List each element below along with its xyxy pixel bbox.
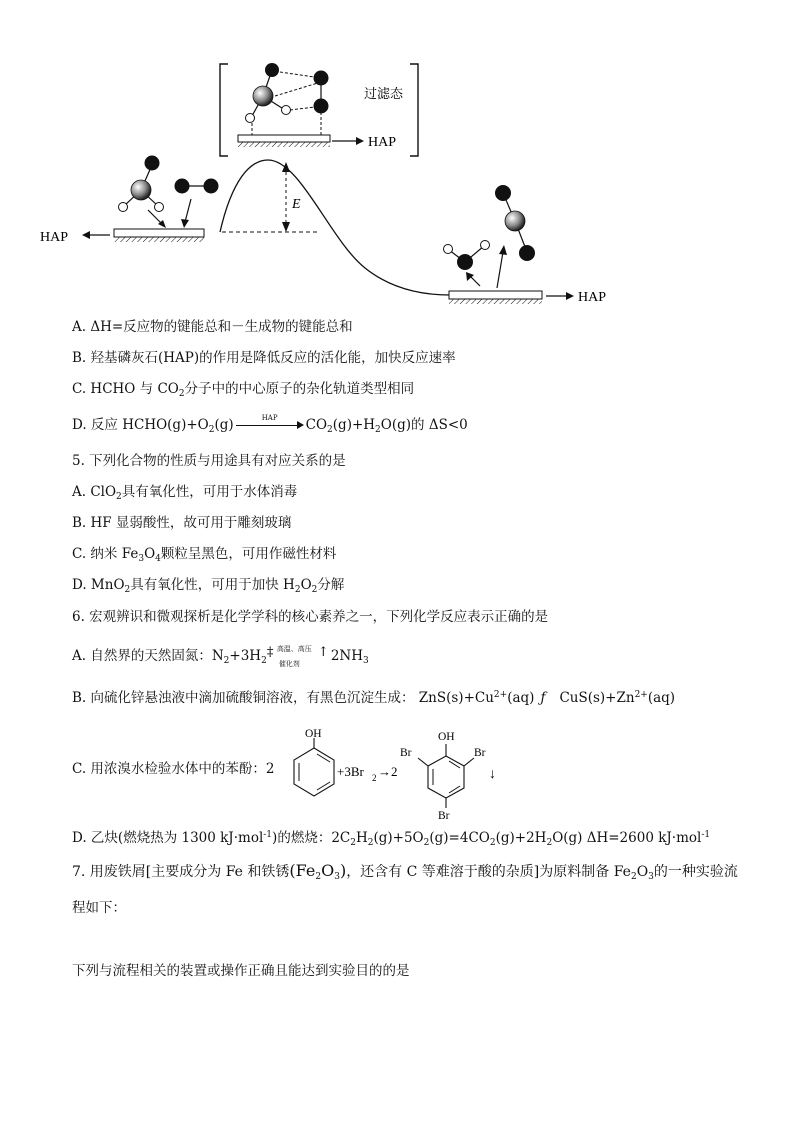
reaction-energy-diagram xyxy=(0,0,794,310)
q7-stem: 7. 用废铁屑[主要成分为 Fe 和铁锈$(Fe_2O_3)$，还含有 C 等难溶于酸的杂质]为原料制备 $Fe_2O_3$的一种实验流 xyxy=(72,861,738,882)
q7-stem-line2: 程如下： xyxy=(72,900,126,916)
reactants xyxy=(40,156,219,246)
q4-option-b: B. 羟基磷灰石(HAP)的作用是降低反应的活化能，加快反应速率 xyxy=(72,350,456,366)
q6-option-b: B. 向硫化锌悬浊液中滴加硫酸铜溶液，有黑色沉淀生成： $ZnS(s)+Cu^{2+}(aq)$ ƒ $CuS(s)+Zn^{2+}(aq)$ xyxy=(72,690,676,706)
q6-option-d: D. 乙炔(燃烧热为 1300 kJ·mol$^{-1}$)的燃烧：$2C_2H_2(g)+5O_2(g)=4CO_2(g)+2H_2O(g)$ ΔH=2600 kJ·mol$^{-1}$ xyxy=(72,830,711,848)
q6-option-a: A. 自然界的天然固氮：$N_2+3H_2$ ‡ 高温、高压 催化剂 ↑ $2NH_3$ xyxy=(72,645,369,668)
q7-followup: 下列与流程相关的装置或操作正确且能达到实验目的的是 xyxy=(72,963,410,979)
q5-stem: 5. 下列化合物的性质与用途具有对应关系的是 xyxy=(72,453,346,469)
svg-text:Br: Br xyxy=(400,747,412,759)
svg-text:+3Br: +3Br xyxy=(337,764,364,779)
svg-text:Br: Br xyxy=(474,747,486,759)
svg-text:↓: ↓ xyxy=(489,767,496,782)
hap-label-left: HAP xyxy=(40,230,69,245)
svg-text:OH: OH xyxy=(305,728,322,740)
q4-option-a: A. ΔH=反应物的键能总和－生成物的键能总和 xyxy=(72,319,353,335)
q5-option-a: A. ClO$_2$具有氧化性，可用于水体消毒 xyxy=(72,484,298,502)
energy-label: E xyxy=(292,197,301,212)
q5-option-b: B. HF 显弱酸性，故可用于雕刻玻璃 xyxy=(72,515,292,531)
q6-option-c: C. 用浓溴水检验水体中的苯酚：2 OH +3Br 2 →2 OH Br Br Br ↓ xyxy=(72,726,532,820)
reaction-arrow: HAP xyxy=(236,417,304,431)
q5-option-c: C. 纳米 $Fe_3O_4$颗粒呈黑色，可用作磁性材料 xyxy=(72,546,337,564)
svg-text:2: 2 xyxy=(372,773,377,783)
transition-state-box xyxy=(220,63,418,156)
q4-option-c: C. HCHO 与 $CO_2$分子中的中心原子的杂化轨道类型相同 xyxy=(72,381,415,399)
equilibrium-marks: ‡ 高温、高压 催化剂 ↑ xyxy=(266,645,329,668)
transition-state-label: 过滤态 xyxy=(364,87,404,102)
hap-label-right: HAP xyxy=(578,290,607,305)
products xyxy=(444,185,607,305)
phenol-structures xyxy=(282,726,532,820)
energy-curve xyxy=(220,160,450,295)
hap-label-top: HAP xyxy=(368,135,397,150)
q4-option-d: D. 反应 $HCHO(g)+O_2(g)$ HAP $CO_2(g)+H_2O(g)$的 ΔS<0 xyxy=(72,414,468,435)
svg-text:OH: OH xyxy=(438,731,455,743)
q6-stem: 6. 宏观辨识和微观探析是化学学科的核心素养之一，下列化学反应表示正确的是 xyxy=(72,609,549,625)
svg-text:Br: Br xyxy=(438,810,450,820)
q5-option-d: D. MnO$_2$具有氧化性，可用于加快 $H_2O_2$分解 xyxy=(72,577,345,595)
svg-text:→2: →2 xyxy=(378,764,398,779)
